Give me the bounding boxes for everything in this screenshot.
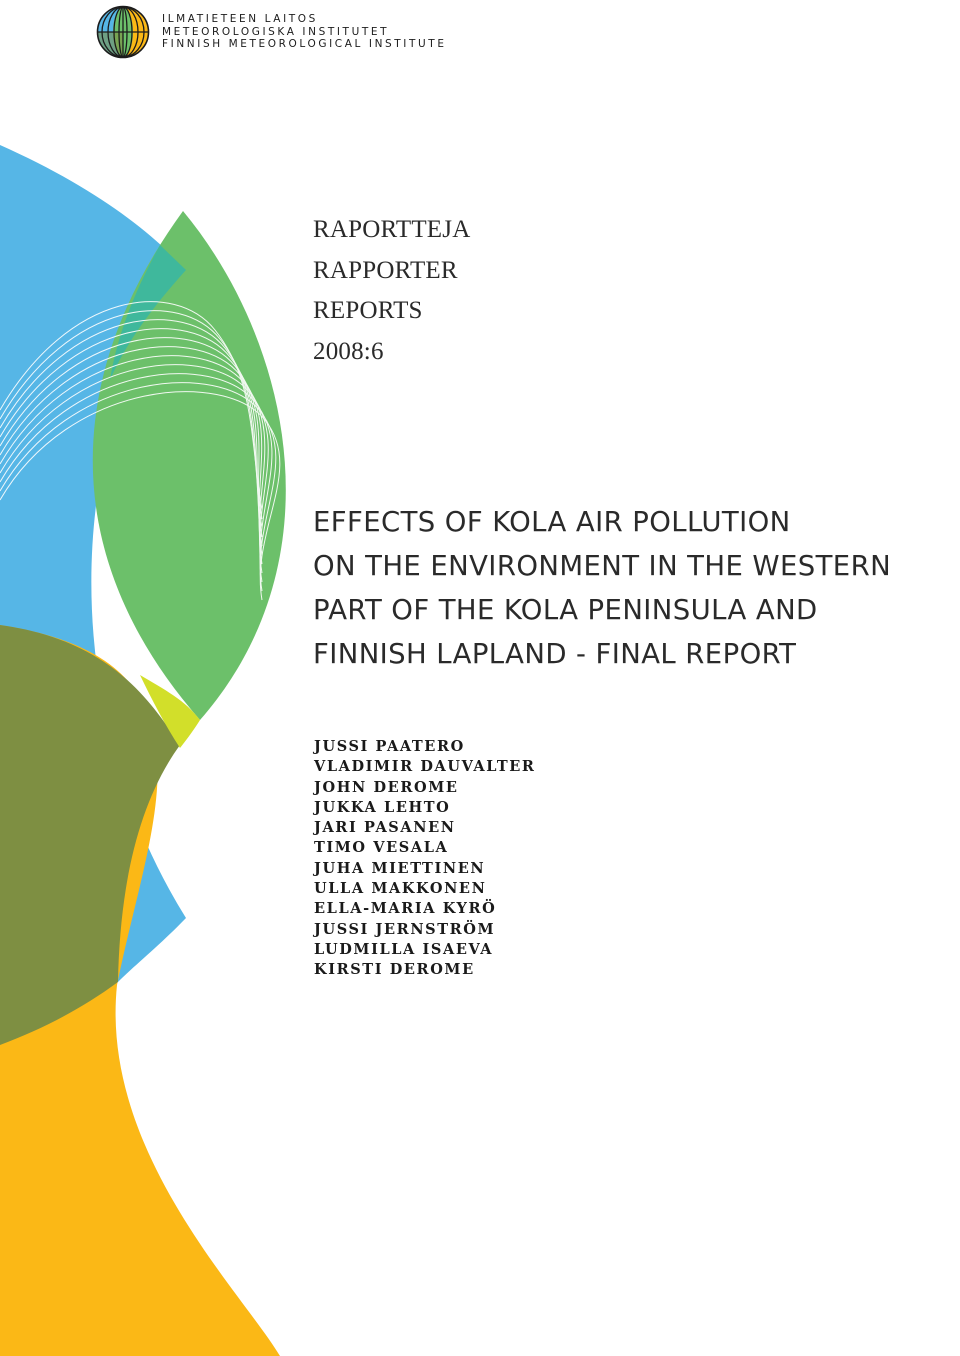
author-name: VLADIMIR DAUVALTER: [314, 758, 536, 776]
title-line-4: FINNISH LAPLAND - FINAL REPORT: [313, 638, 797, 670]
institute-name-swedish: METEOROLOGISKA INSTITUTET: [162, 25, 390, 38]
author-name: JUSSI JERNSTRÖM: [314, 920, 496, 938]
series-number: 2008:6: [313, 337, 384, 365]
author-name: TIMO VESALA: [314, 839, 449, 857]
author-name: JUSSI PAATERO: [314, 738, 465, 755]
author-name: ELLA-MARIA KYRÖ: [314, 900, 497, 918]
author-name: KIRSTI DEROME: [314, 961, 475, 979]
institute-names: [162, 13, 447, 51]
author-name: LUDMILLA ISAEVA: [314, 940, 494, 958]
series-block: [313, 210, 470, 372]
report-title: [313, 500, 960, 676]
author-name: JUKKA LEHTO: [314, 798, 451, 816]
series-name-english: REPORTS: [313, 297, 423, 324]
series-name-finnish: RAPORTTEJA: [313, 216, 471, 243]
fmi-globe-logo-icon: [96, 5, 150, 59]
title-line-3: PART OF THE KOLA PENINSULA AND: [313, 594, 818, 626]
author-name: JOHN DEROME: [314, 778, 459, 796]
header-logo-block: [96, 5, 476, 61]
series-name-swedish: RAPPORTER: [313, 256, 458, 284]
institute-name-finnish: ILMATIETEEN LAITOS: [162, 13, 318, 25]
title-line-1: EFFECTS OF KOLA AIR POLLUTION: [313, 506, 791, 538]
author-name: JUHA MIETTINEN: [314, 859, 486, 877]
author-name: ULLA MAKKONEN: [314, 880, 487, 898]
institute-name-english: FINNISH METEOROLOGICAL INSTITUTE: [162, 38, 447, 50]
author-list: [314, 737, 536, 981]
author-name: JARI PASANEN: [314, 819, 456, 837]
title-line-2: ON THE ENVIRONMENT IN THE WESTERN: [313, 550, 892, 582]
